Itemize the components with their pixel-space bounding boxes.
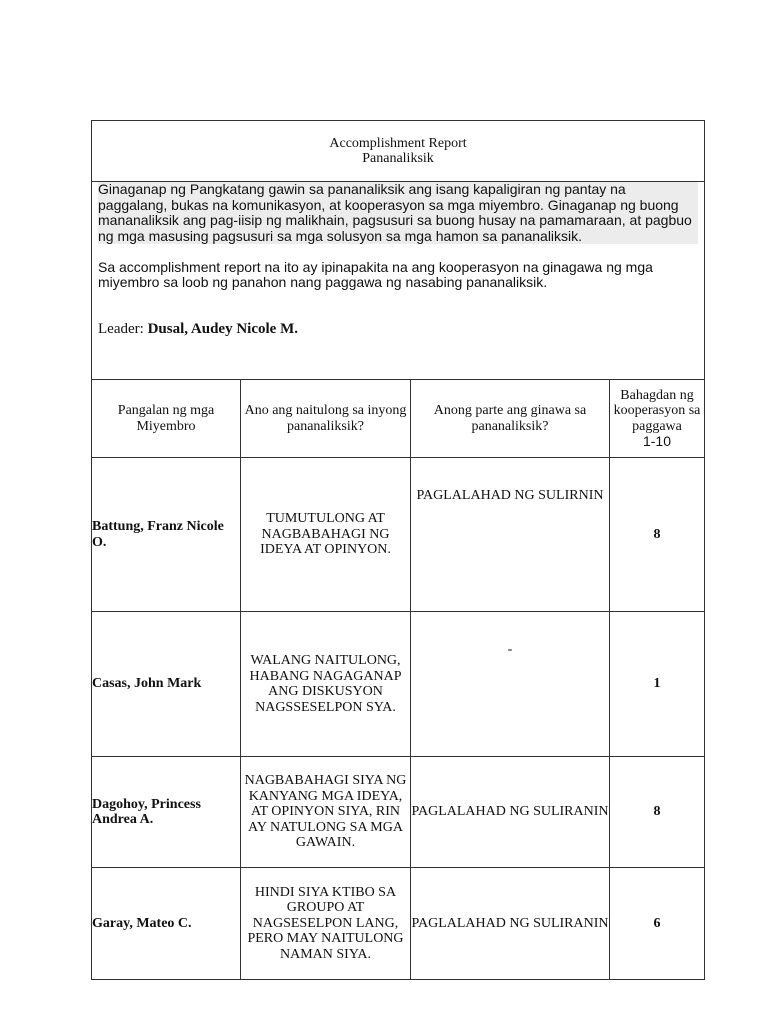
member-part: PAGLALAHAD NG SULIRANIN [411,757,610,868]
leader-line [98,322,698,338]
member-rating: 1 [610,612,705,757]
intro-paragraph-1: Ginaganap ng Pangkatang gawin sa pananaliksik ang isang kapaligiran ng pantay na paggalang, bukas na komunikasyon, at kooperasyon sa mga miyembro. Ginaganap ng buong mananaliksik ang pag-iisip ng malikhain, pagsusuri sa buong husay na pamamaraan, at pagbuo ng mga masusing pagsusuri sa mga solusyon sa mga hamon sa pananaliksik. [98,182,698,244]
header-label: Bahagdan ng kooperasyon sa paggawa [613,387,701,434]
member-name: Garay, Mateo C. [92,868,241,980]
header-label: Ano ang naitulong sa inyong pananaliksik? [244,403,407,434]
header-part [411,380,610,458]
member-contribution: NAGBABAHAGI SIYA NG KANYANG MGA IDEYA, AT OPINYON SIYA, RIN AY NATULONG SA MGA GAWAIN. [241,757,411,868]
table-row [92,458,705,612]
header-scale: 1-10 [642,433,672,449]
title-cell [92,121,705,182]
member-contribution: HINDI SIYA KTIBO SA GROUPO AT NAGSESELPON LANG, PERO MAY NAITULONG NAMAN SIYA. [241,868,411,980]
member-name: Battung, Franz Nicole O. [92,458,241,612]
table-header-row [92,380,705,458]
table-row [92,868,705,980]
header-cooperation-rate [610,380,705,458]
intro-row [92,182,705,380]
accomplishment-report-table [91,120,705,980]
title-row [92,121,705,182]
intro-paragraph-2: Sa accomplishment report na ito ay ipinapakita na ang kooperasyon na ginagawa ng mga miyembro sa loob ng panahon nang paggawa ng nasabing pananaliksik. [98,258,653,290]
member-contribution: TUMUTULONG AT NAGBABAHAGI NG IDEYA AT OPINYON. [241,458,411,612]
member-name: Casas, John Mark [92,612,241,757]
member-part: PAGLALAHAD NG SULIRNIN [411,458,610,612]
member-name: Dagohoy, Princess Andrea A. [92,757,241,868]
member-part: - [411,612,610,757]
header-contribution [241,380,411,458]
member-rating: 8 [610,458,705,612]
member-part: PAGLALAHAD NG SULIRANIN [411,868,610,980]
header-label: Pangalan ng mga Miyembro [117,403,215,434]
header-member-name [92,380,241,458]
intro-cell [92,182,705,380]
member-rating: 6 [610,868,705,980]
member-rating: 8 [610,757,705,868]
member-contribution: WALANG NAITULONG, HABANG NAGAGANAP ANG DISKUSYON NAGSSESELPON SYA. [241,612,411,757]
header-label: Anong parte ang ginawa sa pananaliksik? [433,403,587,434]
paragraph-spacer [98,291,698,322]
table-row [92,612,705,757]
report-subtitle: Pananaliksik [362,151,434,166]
table-row [92,757,705,868]
paragraph-spacer [98,244,698,260]
leader-name: Dusal, Audey Nicole M. [147,320,298,337]
report-title: Accomplishment Report [329,135,467,151]
leader-label: Leader: [98,320,148,337]
